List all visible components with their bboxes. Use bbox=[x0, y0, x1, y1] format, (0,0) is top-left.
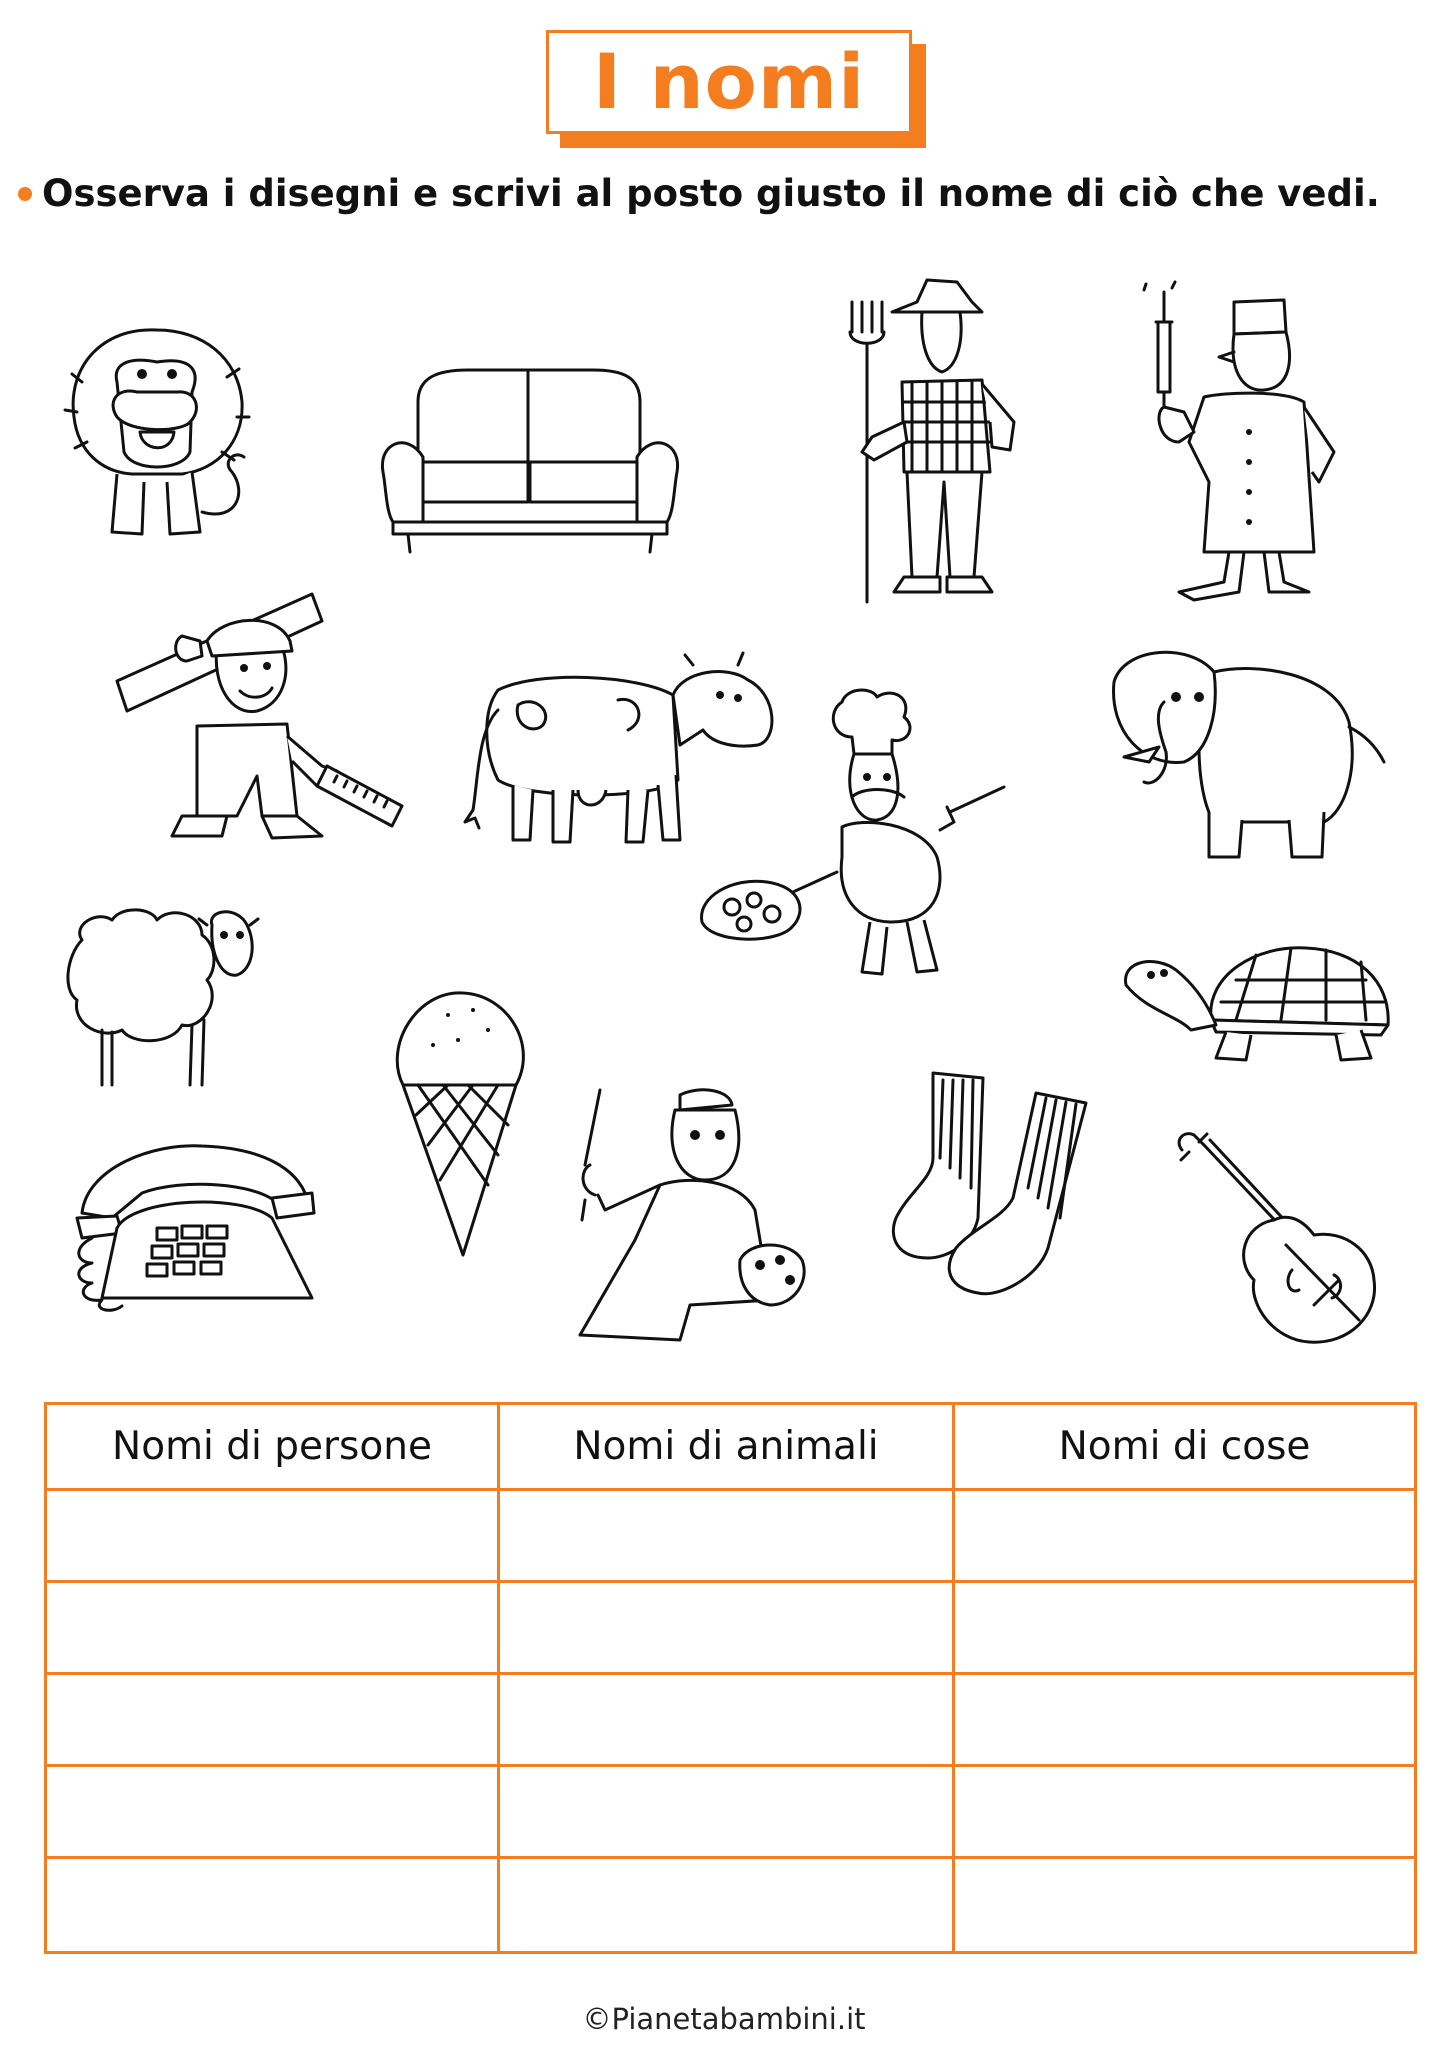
title-badge bbox=[546, 30, 926, 148]
sofa-illustration bbox=[378, 362, 682, 558]
answer-cell[interactable] bbox=[47, 1491, 500, 1583]
turtle-illustration bbox=[1116, 940, 1394, 1072]
instruction-text: Osserva i disegni e scrivi al posto giusto il nome di ciò che vedi. bbox=[42, 172, 1380, 215]
socks-illustration bbox=[888, 1068, 1118, 1308]
table-header-animali: Nomi di animali bbox=[500, 1405, 955, 1491]
violin-illustration bbox=[1174, 1130, 1380, 1350]
lion-illustration bbox=[62, 322, 252, 548]
answer-table bbox=[44, 1402, 1417, 1954]
table-header-persone: Nomi di persone bbox=[47, 1405, 500, 1491]
answer-cell[interactable] bbox=[955, 1767, 1414, 1859]
ice-cream-illustration bbox=[388, 985, 532, 1261]
footer-credit: ©Pianetabambini.it bbox=[582, 2002, 866, 2036]
answer-cell[interactable] bbox=[47, 1859, 500, 1951]
answer-cell[interactable] bbox=[955, 1675, 1414, 1767]
answer-cell[interactable] bbox=[47, 1675, 500, 1767]
page-title: I nomi bbox=[592, 37, 866, 126]
table-header-cose: Nomi di cose bbox=[955, 1405, 1414, 1491]
title-box bbox=[546, 30, 912, 134]
answer-cell[interactable] bbox=[955, 1583, 1414, 1675]
bullet-icon bbox=[18, 187, 32, 201]
sheep-illustration bbox=[62, 900, 264, 1100]
instruction-line bbox=[18, 172, 1438, 216]
painter-illustration bbox=[540, 1080, 822, 1350]
answer-cell[interactable] bbox=[500, 1675, 955, 1767]
farmer-illustration bbox=[832, 272, 1032, 606]
answer-cell[interactable] bbox=[500, 1767, 955, 1859]
chef-illustration bbox=[692, 682, 1010, 988]
answer-cell[interactable] bbox=[955, 1859, 1414, 1951]
answer-cell[interactable] bbox=[47, 1583, 500, 1675]
doctor-illustration bbox=[1134, 282, 1344, 612]
elephant-illustration bbox=[1104, 642, 1390, 868]
answer-cell[interactable] bbox=[47, 1767, 500, 1859]
answer-cell[interactable] bbox=[955, 1491, 1414, 1583]
answer-cell[interactable] bbox=[500, 1859, 955, 1951]
answer-cell[interactable] bbox=[500, 1491, 955, 1583]
carpenter-illustration bbox=[112, 586, 412, 858]
telephone-illustration bbox=[72, 1138, 318, 1316]
answer-cell[interactable] bbox=[500, 1583, 955, 1675]
